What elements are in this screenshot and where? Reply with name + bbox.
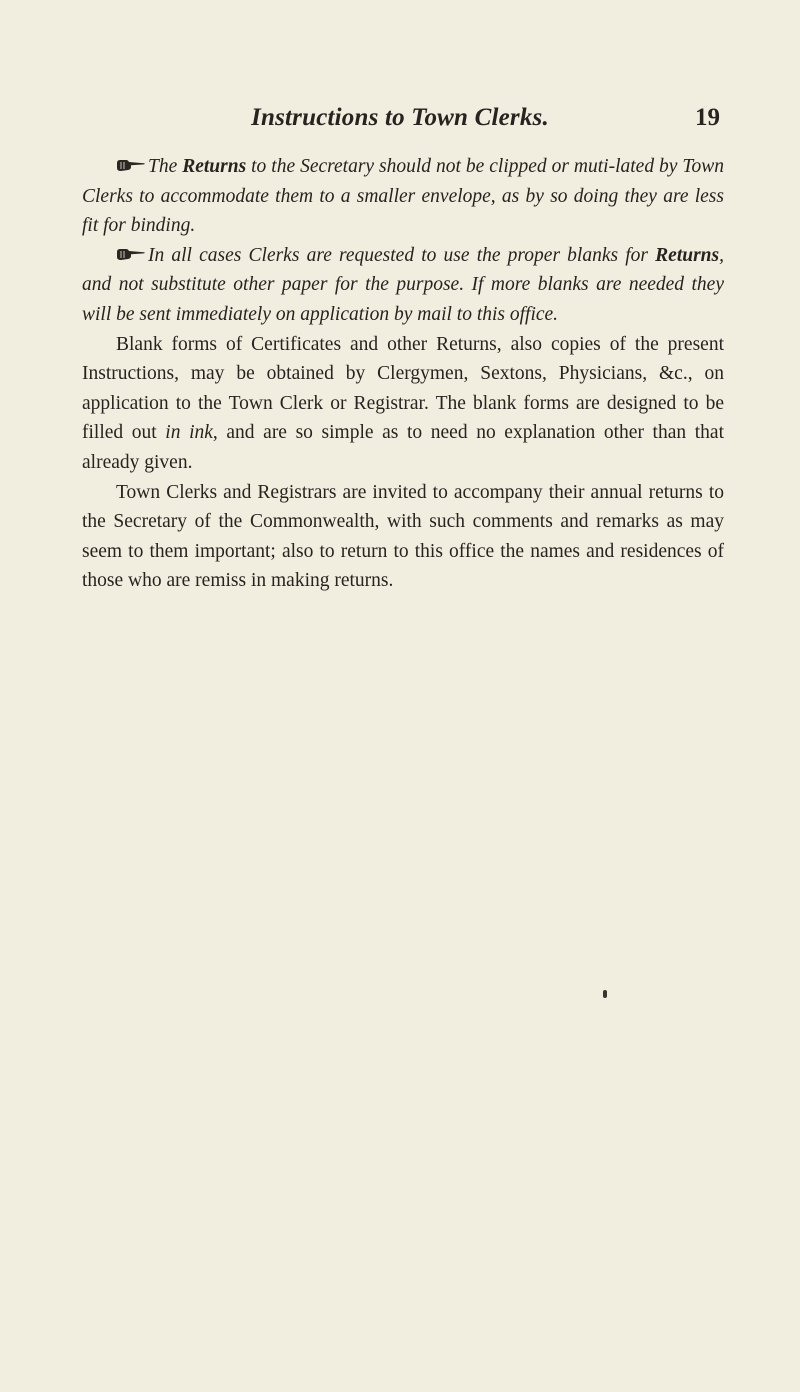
running-header [80, 104, 720, 138]
running-title: Instructions to Town Clerks. [251, 104, 549, 131]
pointing-hand-icon [116, 159, 146, 173]
page-number: 19 [695, 104, 720, 131]
p1-text-after: to the Secretary should not be clipped or muti-lated by Town Clerks to accommodate them to a smaller envelope, as by so doing they are less fit for binding. [82, 156, 724, 237]
p1-text-before: The [148, 156, 183, 177]
paragraph-use-proper-blanks [82, 241, 724, 330]
paragraph-returns-not-clipped [82, 152, 724, 241]
p2-bold-returns: Returns [655, 244, 720, 266]
pointing-hand-icon [116, 248, 146, 262]
paragraph-blank-forms [82, 330, 724, 478]
p4-text: Town Clerks and Registrars are invited to accompany their annual returns to the Secretary of the Commonwealth, with such comments and remarks as may seem to them important; also to return to this office the names and residences of those who are remiss in making returns. [82, 481, 724, 592]
p1-bold-returns: Returns [182, 156, 247, 177]
p3-text-after: , and are so simple as to need no explanation other than that already given. [82, 422, 724, 473]
body-text [82, 152, 724, 596]
p3-text-before: Blank forms of Certificates and other Returns, also copies of the present Instructions, may be obtained by Clergymen, Sextons, Physicians, &c., on application to the Town Clerk or Registrar. The blank forms are designed to be filled out [82, 333, 724, 444]
p3-italic-in-ink: in ink [165, 422, 213, 444]
p2-text-after: , and not substitute other paper for the purpose. If more blanks are needed they will be sent immediately on application by mail to this office. [82, 244, 724, 325]
paragraph-annual-returns [82, 478, 724, 596]
p2-text-before: In all cases Clerks are requested to use the proper blanks for [148, 244, 656, 266]
ink-speck [603, 990, 607, 998]
